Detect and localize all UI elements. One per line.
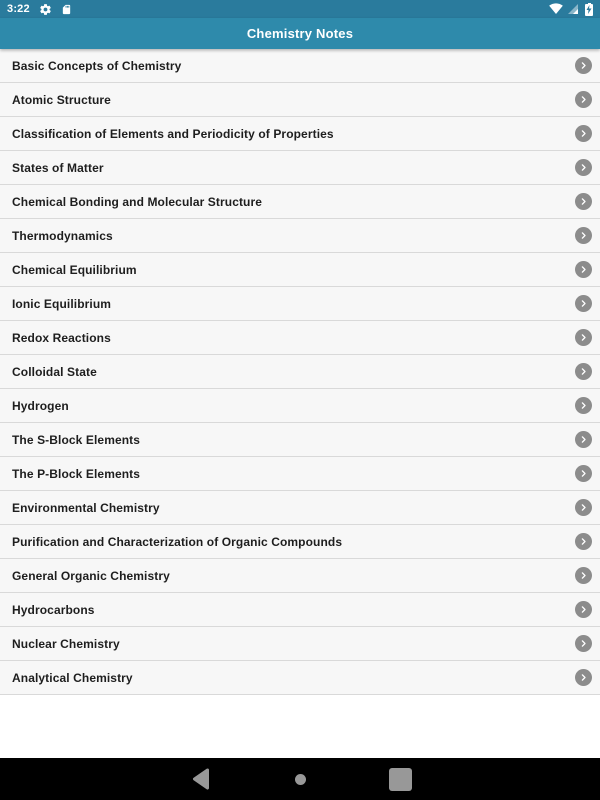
back-icon [191,768,210,790]
list-item-chemical-equilibrium[interactable] [0,253,600,287]
chevron-right-icon [575,227,592,244]
recents-icon [389,768,412,791]
chevron-right-icon [575,125,592,142]
list-item-label: Atomic Structure [12,92,111,107]
list-item-label: Chemical Equilibrium [12,262,137,277]
list-item-hydrocarbons[interactable] [0,593,600,627]
list-item-label: Hydrogen [12,398,69,413]
cellular-signal-icon [567,3,579,15]
list-item-label: Purification and Characterization of Organic Compounds [12,534,343,549]
chevron-right-icon [575,159,592,176]
list-item-label: States of Matter [12,160,104,175]
list-item-label: Chemical Bonding and Molecular Structure [12,194,263,209]
list-item-ionic-equilibrium[interactable] [0,287,600,321]
clock: 3:22 [7,3,30,15]
chevron-right-icon [575,499,592,516]
list-item-thermodynamics[interactable] [0,219,600,253]
home-icon [295,774,306,785]
chevron-right-icon [575,533,592,550]
list-item-analytical-chemistry[interactable] [0,661,600,695]
chevron-right-icon [575,193,592,210]
list-item-label: Classification of Elements and Periodicity of Properties [12,126,334,141]
list-item-p-block-elements[interactable] [0,457,600,491]
chevron-right-icon [575,261,592,278]
chevron-right-icon [575,91,592,108]
list-item-general-organic-chemistry[interactable] [0,559,600,593]
chevron-right-icon [575,601,592,618]
list-item-label: The P-Block Elements [12,466,141,481]
list-item-label: Ionic Equilibrium [12,296,112,311]
chevron-right-icon [575,465,592,482]
battery-charging-icon [585,3,593,16]
list-item-label: Hydrocarbons [12,602,95,617]
list-item-label: Thermodynamics [12,228,113,243]
chevron-right-icon [575,431,592,448]
list-item-states-of-matter[interactable] [0,151,600,185]
status-right-icons [549,3,593,16]
content-empty-area [0,695,600,758]
page-title: Chemistry Notes [246,26,354,41]
chevron-right-icon [575,57,592,74]
chevron-right-icon [575,295,592,312]
list-item-label: Analytical Chemistry [12,670,133,685]
status-bar [0,0,600,18]
home-button[interactable] [280,758,320,800]
android-nav-bar [0,758,600,800]
settings-icon [39,3,52,16]
list-item-chemical-bonding[interactable] [0,185,600,219]
list-item-redox-reactions[interactable] [0,321,600,355]
list-item-label: Basic Concepts of Chemistry [12,58,182,73]
list-item-atomic-structure[interactable] [0,83,600,117]
wifi-icon [549,3,563,15]
recents-button[interactable] [380,758,420,800]
list-item-s-block-elements[interactable] [0,423,600,457]
list-item-colloidal-state[interactable] [0,355,600,389]
chevron-right-icon [575,669,592,686]
list-item-hydrogen[interactable] [0,389,600,423]
list-item-basic-concepts[interactable] [0,49,600,83]
back-button[interactable] [180,758,220,800]
list-item-label: Nuclear Chemistry [12,636,120,651]
chevron-right-icon [575,567,592,584]
list-item-purification-organic-compounds[interactable] [0,525,600,559]
list-item-label: The S-Block Elements [12,432,141,447]
list-item-classification-of-elements[interactable] [0,117,600,151]
list-item-label: Colloidal State [12,364,97,379]
sd-card-icon [61,3,72,16]
chevron-right-icon [575,397,592,414]
list-item-label: General Organic Chemistry [12,568,170,583]
list-item-environmental-chemistry[interactable] [0,491,600,525]
chevron-right-icon [575,363,592,380]
list-item-nuclear-chemistry[interactable] [0,627,600,661]
list-item-label: Redox Reactions [12,330,111,345]
chevron-right-icon [575,635,592,652]
app-header [0,18,600,49]
list-item-label: Environmental Chemistry [12,500,160,515]
topic-list [0,49,600,695]
chevron-right-icon [575,329,592,346]
